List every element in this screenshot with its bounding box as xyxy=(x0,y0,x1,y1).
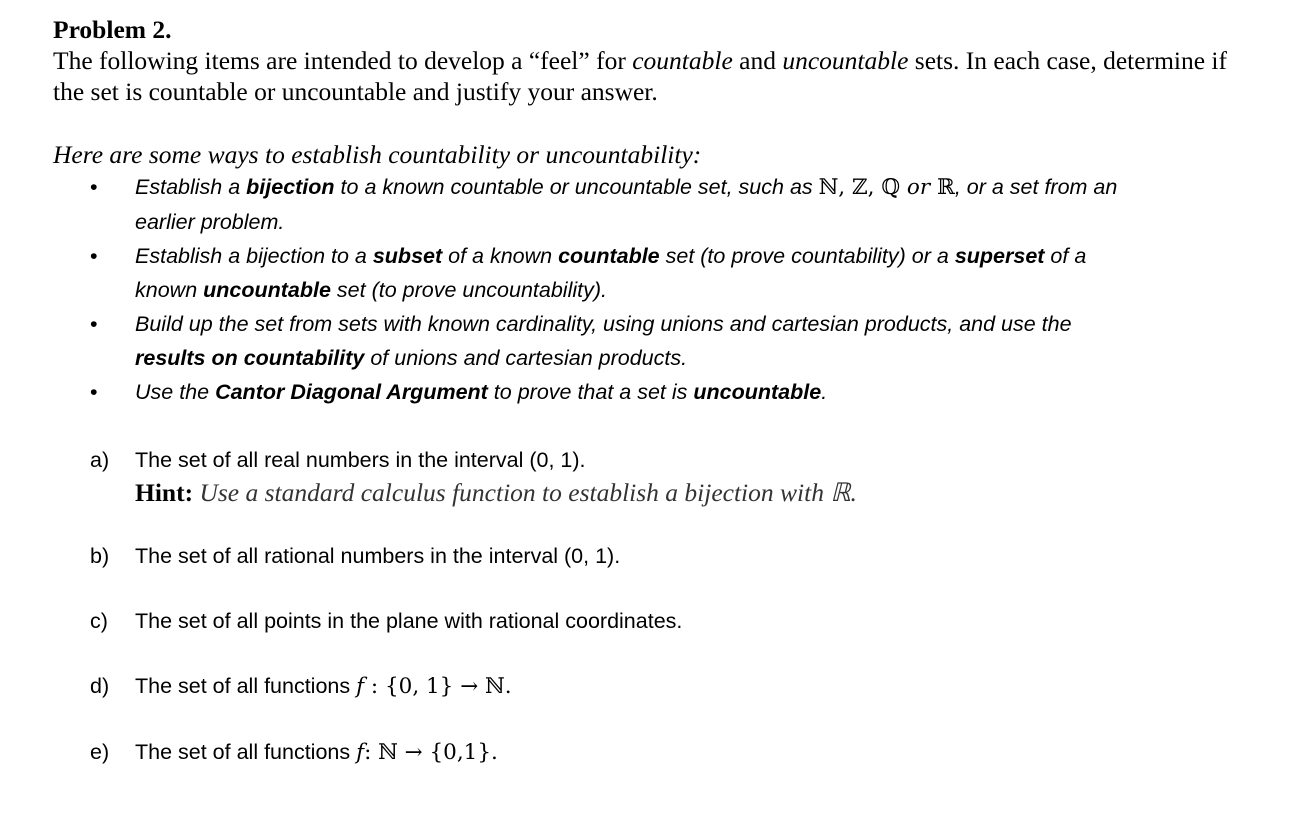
bullet-2-text-5: set (to prove uncountability). xyxy=(330,278,607,302)
part-d-label: d) xyxy=(90,674,110,698)
intro-and: and xyxy=(732,46,783,75)
bullet-icon: • xyxy=(90,244,98,268)
part-e-function-symbol: f xyxy=(356,740,365,765)
list-item xyxy=(90,239,1135,307)
bullet-4-text-1: Use the xyxy=(135,380,216,404)
bullet-1-bold-1: bijection xyxy=(246,175,335,199)
bullet-1-text-1: Establish a xyxy=(135,175,247,199)
list-item xyxy=(90,307,1135,375)
part-b-text: The set of all rational numbers in the interval (0, 1). xyxy=(135,544,621,568)
intro-countable: countable xyxy=(632,46,733,75)
bullet-2-bold-2: countable xyxy=(558,244,660,268)
hint-label: Hint: xyxy=(135,478,194,507)
part-a-label: a) xyxy=(90,448,110,472)
part-d-text: The set of all functions xyxy=(135,674,357,698)
part-e-content xyxy=(135,735,1253,770)
intro-uncountable: uncountable xyxy=(782,46,909,75)
bullet-4-text-3: . xyxy=(821,380,828,404)
intro-text-2: sets. In each case, determine if the set is countable or uncountable and justify your answer. xyxy=(53,46,1228,106)
bullet-2-bold-4: uncountable xyxy=(203,278,331,302)
bullet-2-bold-1: subset xyxy=(372,244,443,268)
part-e-text: The set of all functions xyxy=(135,740,357,764)
part-a xyxy=(90,443,1253,508)
bullet-3-bold-1: results on countability xyxy=(135,346,365,370)
bullet-2-text-4: of a known xyxy=(135,244,1087,302)
bullet-2-text-3: set (to prove countability) or a xyxy=(659,244,955,268)
part-b-label: b) xyxy=(90,544,110,568)
problem-page xyxy=(53,14,1253,801)
problem-parts xyxy=(90,443,1253,770)
bullet-4-text-2: to prove that a set is xyxy=(487,380,694,404)
hint-text: Use a standard calculus function to establish a bijection with ℝ. xyxy=(193,478,857,507)
problem-intro xyxy=(53,45,1253,107)
part-d-function-symbol: f xyxy=(356,674,365,699)
bullet-2-bold-3: superset xyxy=(954,244,1045,268)
bullet-4-bold-2: uncountable xyxy=(693,380,822,404)
part-d xyxy=(90,669,1253,704)
part-c xyxy=(90,604,1253,638)
part-a-hint xyxy=(135,477,1253,508)
part-d-math: : {0, 1} → ℕ. xyxy=(364,674,512,699)
intro-text-1: The following items are intended to develop a “feel” for xyxy=(53,46,633,75)
bullet-1-text-3: , or a set from an earlier problem. xyxy=(135,175,1118,234)
bullet-icon: • xyxy=(90,312,98,336)
real-numbers-set: ℝ xyxy=(930,175,955,200)
bullet-3-text-2: of unions and cartesian products. xyxy=(364,346,688,370)
problem-title: Problem 2. xyxy=(53,15,172,44)
part-b xyxy=(90,539,1253,573)
bullet-1-text-2: to a known countable or uncountable set, such as xyxy=(334,175,819,199)
ways-heading: Here are some ways to establish countability or uncountability: xyxy=(53,140,702,169)
list-item xyxy=(90,170,1135,239)
bullet-4-bold-1: Cantor Diagonal Argument xyxy=(215,380,488,404)
part-d-content xyxy=(135,669,1253,704)
part-c-text: The set of all points in the plane with rational coordinates. xyxy=(135,609,683,633)
number-sets: ℕ, ℤ, ℚ xyxy=(818,175,907,200)
list-item xyxy=(90,375,1135,409)
part-c-label: c) xyxy=(90,609,108,633)
part-e xyxy=(90,735,1253,770)
part-e-math: : ℕ → {0,1}. xyxy=(364,740,498,765)
part-e-label: e) xyxy=(90,740,110,764)
bullet-icon: • xyxy=(90,380,98,404)
part-a-text: The set of all real numbers in the interval (0, 1). xyxy=(135,448,586,472)
ways-list xyxy=(90,170,1253,409)
bullet-icon: • xyxy=(90,175,98,199)
math-or: or xyxy=(906,175,931,200)
bullet-3-text-1: Build up the set from sets with known cardinality, using unions and cartesian products, and use the xyxy=(135,312,1072,336)
bullet-2-text-1: Establish a bijection to a xyxy=(135,244,373,268)
bullet-2-text-2: of a known xyxy=(442,244,559,268)
